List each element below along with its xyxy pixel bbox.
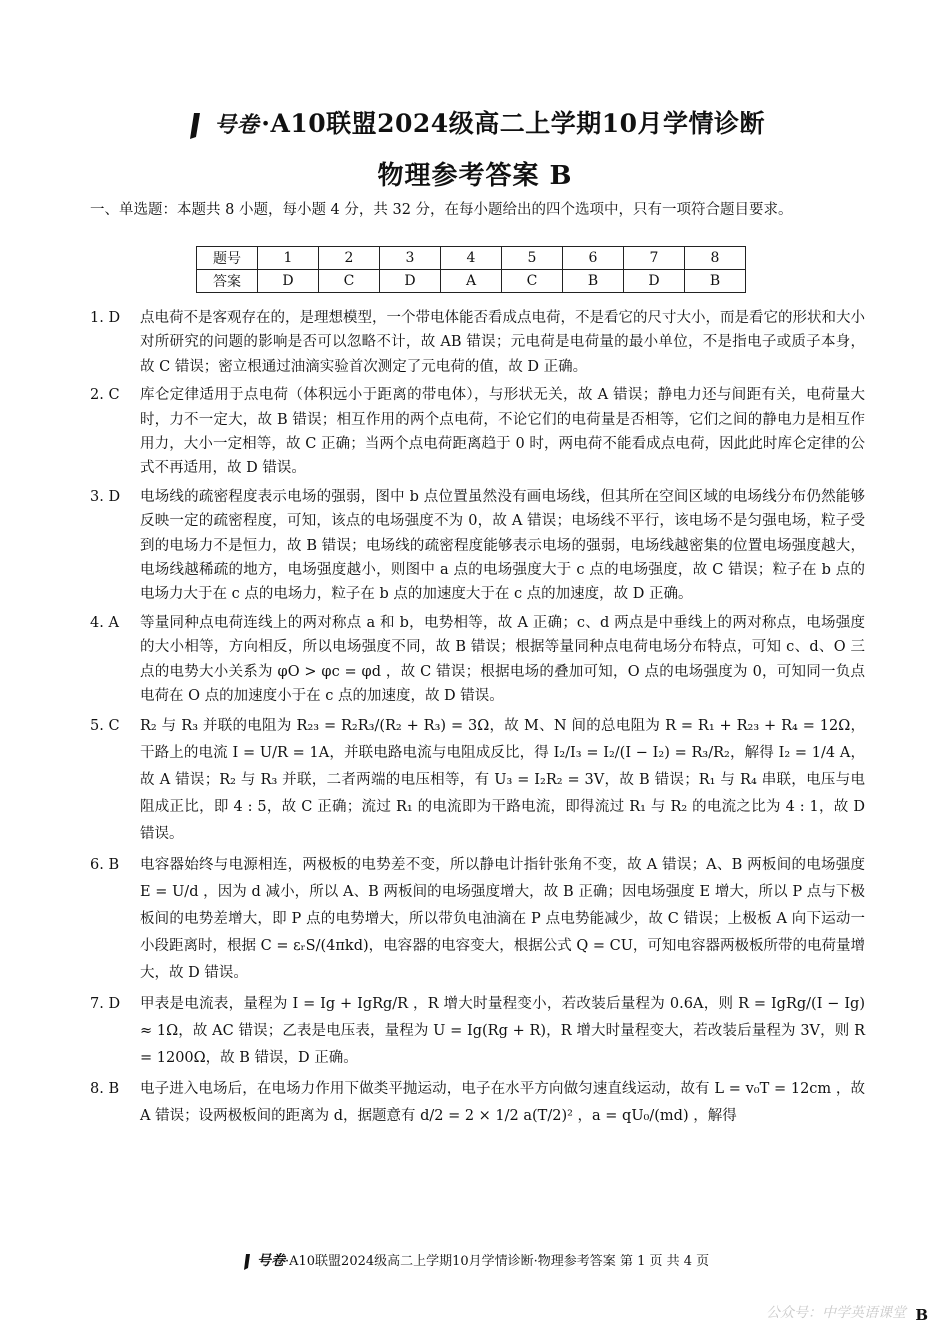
list-item — [90, 485, 865, 607]
answer-table — [196, 246, 746, 293]
table-cell: D — [380, 270, 441, 293]
page-subtitle: 物理参考答案 B — [377, 160, 573, 191]
explanation-text: 等量同种点电荷连线上的两对称点 a 和 b，电势相等，故 A 正确；c、d 两点是中垂线上的两对称点，电场强度的大小相等，方向相反，所以电场强度不同，故 B 错误；根据等量同种点电荷电场分布特点，可知 c、d、O 三点的电势大小关系为 φO > φc = φd ，故 C 错误；根据电场的叠加可知，O 点的电场强度为 0，可知同一负点电荷在 O 点的加速度小于在 c 点的加速度，故 D 错误。 — [140, 614, 865, 705]
question-number: 8. B — [90, 1080, 120, 1097]
table-cell: C — [319, 270, 380, 293]
title-text: ·A10联盟2024级高二上学期10月学情诊断 — [261, 109, 765, 138]
watermark: 公众号：中学英语课堂 — [766, 1305, 906, 1321]
document-header — [0, 104, 950, 192]
explanation-text: 甲表是电流表，量程为 I = Ig + IgRg/R ，R 增大时量程变小，若改装后量程为 0.6A，则 R = IgRg/(I − Ig) ≈ 1Ω，故 AC 错误；乙表是电压表，量程为 U = Ig(Rg + R)，R 增大时量程变大，若改装后量程为 3V，则 R = 1200Ω，故 B 错误，D 正确。 — [140, 995, 865, 1066]
answer-explanations — [90, 306, 865, 1134]
page-title — [0, 104, 950, 141]
question-number: 2. C — [90, 387, 120, 404]
list-item — [90, 383, 865, 481]
question-number: 3. D — [90, 488, 121, 505]
corner-mark: B — [915, 1306, 928, 1324]
table-cell: 6 — [563, 247, 624, 270]
table-cell: D — [624, 270, 685, 293]
explanation-text: 电容器始终与电源相连，两极板的电势差不变，所以静电计指针张角不变，故 A 错误；A、B 两板间的电场强度 E = U/d ，因为 d 减小，所以 A、B 两板间的电场强度增大，故 B 正确；因电场强度 E 增大，所以 P 点与下极板间的电势差增大，即 P 点的电势增大，所以带负电油滴在 P 点电势能减少，故 C 错误；上极板 A 向下运动一小段距离时，根据 C = εᵣS/(4πkd)，电容器的电容变大，根据公式 Q = CU，可知电容器两极板所带的电荷量增大，故 D 错误。 — [140, 856, 865, 981]
question-number: 4. A — [90, 614, 119, 631]
table-cell: 4 — [441, 247, 502, 270]
brand-logo-icon — [185, 111, 205, 141]
page-footer — [0, 1250, 950, 1271]
explanation-text: 电场线的疏密程度表示电场的强弱，图中 b 点位置虽然没有画电场线，但其所在空间区域的电场线分布仍然能够反映一定的疏密程度，可知，该点的电场强度不为 0，故 A 错误；电场线不平行，该电场不是匀强电场，粒子受到的电场力不是恒力，故 B 错误；电场线的疏密程度能够表示电场的强弱，电场线越密集的位置电场强度越大，电场线越稀疏的地方，电场强度越小，则图中 a 点的电场强度大于 c 点的电场强度，故 C 错误；粒子在 b 点的电场力大于在 c 点的电场力，粒子在 b 点的加速度大于在 c 点的加速度，故 D 正确。 — [140, 488, 865, 603]
table-cell: B — [685, 270, 746, 293]
table-cell: 5 — [502, 247, 563, 270]
table-cell: A — [441, 270, 502, 293]
footer-text: ·A10联盟2024级高二上学期10月学情诊断·物理参考答案 第 1 页 共 4 页 — [284, 1254, 710, 1269]
section-heading: 一、单选题：本题共 8 小题，每小题 4 分，共 32 分，在每小题给出的四个选项中，只有一项符合题目要求。 — [90, 202, 793, 218]
question-number: 6. B — [90, 856, 120, 873]
table-cell: 2 — [319, 247, 380, 270]
question-number: 5. C — [90, 717, 120, 734]
explanation-text: 点电荷不是客观存在的，是理想模型，一个带电体能否看成点电荷，不是看它的尺寸大小，而是看它的形状和大小对所研究的问题的影响是否可以忽略不计，故 AB 错误；元电荷是电荷量的最小单位，不是指电子或质子本身，故 C 错误；密立根通过油滴实验首次测定了元电荷的值，故 D 正确。 — [140, 310, 865, 375]
brand-logo-icon — [241, 1253, 253, 1271]
explanation-text: 库仑定律适用于点电荷（体积远小于距离的带电体），与形状无关，故 A 错误；静电力还与间距有关，电荷量大时，力不一定大，故 B 错误；相互作用的两个点电荷，不论它们的电荷量是否相等，它们之间的静电力是相互作用力，大小一定相等，故 C 正确；当两个点电荷距离趋于 0 时，两电荷不能看成点电荷，因此此时库仑定律的公式不再适用，故 D 错误。 — [140, 387, 865, 477]
list-item — [90, 991, 865, 1072]
list-item — [90, 852, 865, 987]
table-cell: 3 — [380, 247, 441, 270]
table-cell: C — [502, 270, 563, 293]
row-label: 答案 — [197, 270, 258, 293]
table-cell: 7 — [624, 247, 685, 270]
table-cell: D — [258, 270, 319, 293]
row-label: 题号 — [197, 247, 258, 270]
question-number: 1. D — [90, 310, 121, 326]
list-item — [90, 713, 865, 848]
table-cell: 8 — [685, 247, 746, 270]
table-row — [197, 247, 746, 270]
footer-brand: 号卷 — [256, 1253, 285, 1269]
list-item — [90, 1076, 865, 1130]
table-cell: B — [563, 270, 624, 293]
table-row — [197, 270, 746, 293]
list-item — [90, 306, 865, 379]
brand-name: 号卷 — [214, 113, 260, 138]
question-number: 7. D — [90, 995, 121, 1012]
list-item — [90, 611, 865, 709]
table-cell: 1 — [258, 247, 319, 270]
explanation-text: 电子进入电场后，在电场力作用下做类平抛运动，电子在水平方向做匀速直线运动，故有 L = v₀T = 12cm ，故 A 错误；设两极板间的距离为 d，据题意有 d/2 = 2 × 1/2 a(T/2)² ，a = qU₀/(md) ，解得 — [140, 1080, 865, 1124]
explanation-text: R₂ 与 R₃ 并联的电阻为 R₂₃ = R₂R₃/(R₂ + R₃) = 3Ω，故 M、N 间的总电阻为 R = R₁ + R₂₃ + R₄ = 12Ω，干路上的电流 I = U/R = 1A，并联电路电流与电阻成反比，得 I₂/I₃ = I₂/(I − I₂) = R₃/R₂，解得 I₂ = 1/4 A，故 A 错误；R₂ 与 R₃ 并联，二者两端的电压相等，有 U₃ = I₂R₂ = 3V，故 B 错误；R₁ 与 R₄ 串联，电压与电阻成正比，即 4 : 5，故 C 正确；流过 R₁ 的电流即为干路电流，即得流过 R₁ 与 R₂ 的电流之比为 4 : 1，故 D 错误。 — [140, 717, 865, 842]
